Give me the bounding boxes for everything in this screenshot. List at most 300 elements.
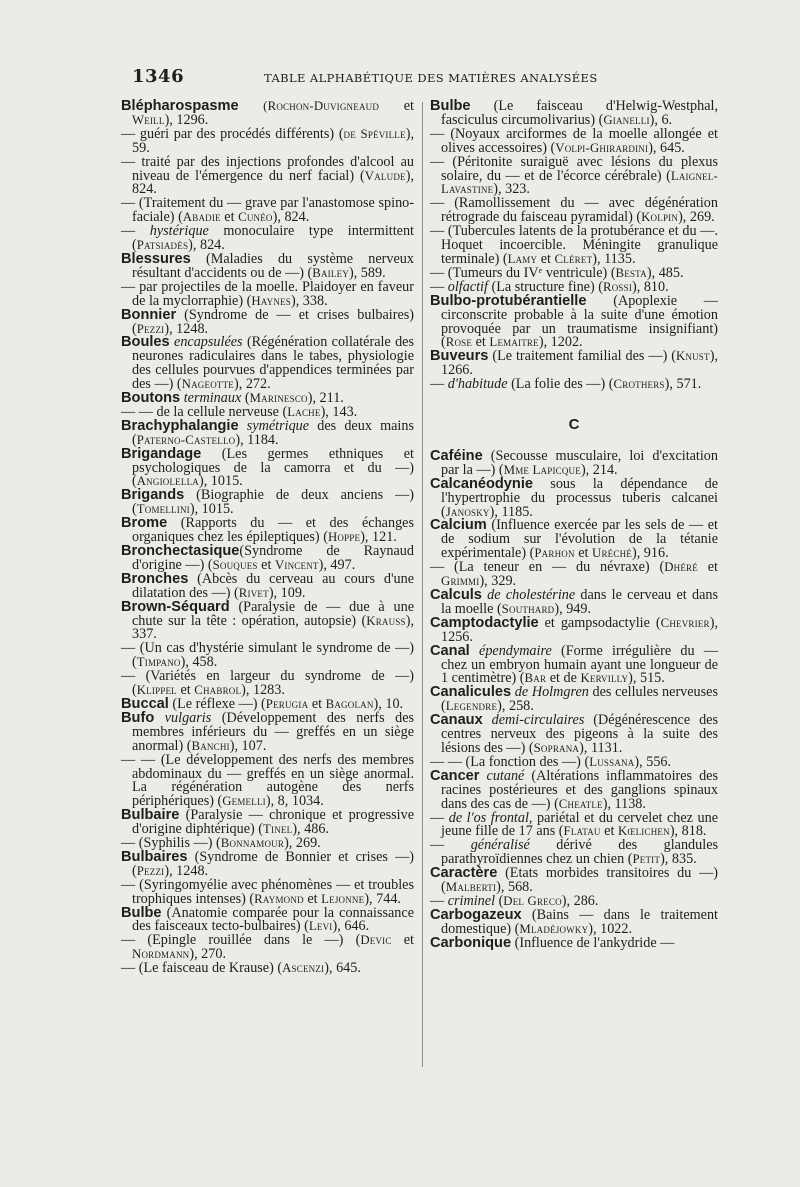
author-name: Gianelli: [603, 112, 650, 127]
index-entry: [430, 125, 718, 156]
entry-headword: Boules: [121, 334, 170, 351]
index-entry: [121, 545, 414, 573]
entry-text: et gampsodactylie (: [538, 614, 661, 631]
author-name: Haynes: [251, 293, 291, 308]
entry-text: ), 6.: [649, 111, 673, 128]
author-name: Lemaitre: [489, 335, 539, 350]
entry-text: ), 270.: [189, 946, 227, 963]
index-entry: [430, 867, 718, 895]
index-entry: [430, 767, 718, 812]
author-name: Perugia: [265, 696, 309, 711]
entry-text: ), 1256.: [441, 614, 718, 645]
author-name: Laignel-Lavastine: [441, 168, 718, 197]
index-entry: [121, 876, 414, 907]
entry-text: ), 323.: [493, 181, 530, 198]
index-entry: [430, 225, 718, 267]
entry-text: et de: [546, 670, 581, 687]
entry-text: et: [176, 682, 195, 699]
right-column-entries-c: [430, 447, 719, 951]
entry-text: (Les germes ethniques et psychologiques de la camorra et du —) (: [132, 445, 414, 490]
index-entry: [121, 751, 414, 810]
entry-text: des deux mains (: [132, 417, 414, 448]
entry-qualifier: de l'os frontal,: [448, 809, 533, 826]
author-name: Cléret: [554, 251, 593, 266]
entry-text: ), 645.: [324, 960, 361, 977]
entry-text: et: [379, 98, 414, 114]
entry-text: ), 556.: [634, 753, 672, 770]
index-entry: [430, 197, 718, 225]
author-name: Tomellini: [136, 502, 190, 517]
index-entry: [430, 153, 718, 198]
entry-headword: Camptodactylie: [430, 614, 539, 631]
index-entry: [121, 570, 414, 601]
entry-text: ), 835.: [660, 851, 697, 868]
entry-text: —: [430, 278, 448, 295]
entry-qualifier: symétrique: [246, 417, 310, 434]
entry-text: ), 1296.: [164, 111, 209, 128]
entry-headword: Bonnier: [121, 306, 177, 323]
index-entry: [121, 962, 414, 976]
entry-text: et: [537, 250, 555, 267]
author-name: Flatau: [563, 824, 601, 839]
author-name: (Rochon-Duvigneaud: [238, 99, 380, 113]
entry-text: (Biographie de deux anciens —) (: [132, 487, 414, 518]
entry-text: ), 1138.: [602, 795, 646, 812]
entry-text: ), 1135.: [592, 250, 636, 267]
entry-text: — (Tubercules latents de la protubérance et du —. Hoquet incoercible. Méningite granulique terminale) (: [430, 223, 718, 267]
author-name: Lejonne: [321, 891, 365, 906]
entry-text: ), 1202.: [538, 334, 583, 351]
page-number: 1346: [132, 66, 185, 87]
index-entry: [430, 100, 718, 128]
entry-text: (Rapports du — et des échanges organiques chez les épileptiques) (: [132, 515, 414, 546]
entry-text: ), 269.: [678, 209, 715, 226]
index-entry: [430, 475, 718, 520]
entry-text: — guéri par des procédés différents) (: [121, 125, 344, 142]
entry-text: ), 143.: [320, 403, 358, 420]
entry-text: (Secousse musculaire, loi d'excitation par la —) (: [441, 447, 718, 478]
author-name: Legendre: [445, 699, 498, 714]
entry-headword: Blessures: [121, 250, 191, 267]
author-name: Pezzi: [136, 863, 165, 878]
entry-text: ), 824.: [132, 167, 414, 198]
entry-text: ), 568.: [496, 879, 533, 896]
author-name: Malberti: [445, 880, 497, 895]
author-name: Raymond: [254, 891, 304, 906]
entry-headword: Buveurs: [430, 348, 489, 365]
index-entry: [430, 642, 719, 687]
author-name: Levi: [308, 919, 333, 934]
entry-text: —: [430, 809, 449, 826]
entry-headword: Bulbaires: [121, 848, 188, 865]
index-entry: [121, 598, 414, 643]
entry-text: — (La teneur en — du névraxe) (: [430, 559, 665, 576]
entry-qualifier: encapsulées: [174, 334, 243, 351]
entry-text: — (Noyaux arciformes de la moelle allongée et olives accessoires) (: [430, 125, 718, 156]
entry-headword: Bulbe: [121, 904, 162, 921]
entry-text: — (Traitement du — grave par l'anastomose spino-faciale) (: [121, 195, 414, 226]
index-entry: [121, 306, 414, 337]
author-name: Dhéré: [664, 560, 698, 575]
author-name: Besta: [615, 265, 647, 280]
entry-text: ), 485.: [646, 264, 684, 281]
entry-headword: Bronches: [121, 570, 189, 587]
entry-text: (Dégénérescence des centres nerveux des pigeons à la suite des lésions des —) (: [441, 712, 718, 756]
running-head: [132, 66, 602, 90]
author-name: de Spéville: [343, 126, 406, 141]
entry-text: (La structure fine) (: [487, 278, 603, 295]
entry-text: ), 269.: [284, 835, 321, 852]
index-entry: [430, 934, 718, 951]
entry-qualifier: terminaux: [183, 390, 242, 407]
entry-text: (Influence exercée par les sels de — et de sodium sur l'évolution de la tétanie expérimentale) (: [441, 517, 718, 562]
author-name: Abadie: [182, 210, 221, 225]
entry-qualifier: de Holmgren: [514, 684, 589, 701]
entry-headword: Calcium: [430, 517, 487, 534]
author-name: Volpi-Ghirardini: [555, 140, 649, 155]
entry-text: — — de la cellule nerveuse (: [121, 403, 288, 420]
entry-text: ), 286.: [561, 892, 599, 909]
running-title: TABLE ALPHABÉTIQUE DES MATIÈRES ANALYSÉES: [264, 71, 598, 85]
entry-text: ), 258.: [497, 698, 534, 715]
author-name: Kœlichen: [617, 824, 670, 839]
author-name: Cheatle: [558, 796, 603, 811]
entry-qualifier: généralisé: [470, 837, 530, 854]
entry-text: — (Variétés en largeur du syndrome de —) (: [121, 668, 414, 699]
author-name: Timpano: [136, 655, 181, 670]
entry-text: ), 109.: [268, 584, 306, 601]
entry-text: — traité par des injections profondes d'alcool au niveau de l'émergence du nerf facial) (: [121, 153, 414, 184]
index-entry: [121, 100, 414, 128]
entry-text: ), 1131.: [579, 739, 623, 756]
entry-text: (Forme irrégulière du — chez un embryon humain ayant une longueur de 1 centimètre) (: [441, 642, 719, 687]
author-name: Bonnamour: [220, 836, 285, 851]
index-entry: [430, 839, 718, 867]
index-entry: [430, 714, 718, 756]
entry-qualifier: demi-circulaires: [491, 712, 585, 729]
left-column: [121, 100, 414, 976]
entry-headword: Buccal: [121, 695, 169, 712]
author-name: Ascenzi: [282, 961, 325, 976]
index-entry: [121, 809, 414, 837]
entry-text: des cellules nerveuses (: [441, 684, 718, 715]
index-entry: [121, 670, 414, 698]
entry-text: ), 1248.: [164, 320, 209, 337]
entry-text: — (Le faisceau de Krause) (: [121, 960, 283, 977]
author-name: Marinesco: [249, 391, 308, 406]
index-entry: [430, 686, 718, 714]
entry-text: (Développement des nerfs des membres inférieurs du — greffés en un siège anormal) (: [132, 709, 415, 754]
index-entry: [430, 378, 718, 392]
entry-text: ), 121.: [360, 529, 397, 546]
entry-text: ), 338.: [290, 292, 328, 309]
entry-text: ), 497.: [318, 556, 356, 573]
author-name: Bagolan: [325, 696, 374, 711]
index-entry: [121, 197, 414, 225]
index-entry: [430, 809, 719, 840]
entry-text: ), 1248.: [164, 862, 209, 879]
entry-text: ), 589.: [348, 264, 386, 281]
section-letter: C: [568, 416, 580, 434]
right-column-entries-b: [430, 100, 718, 392]
entry-text: ), 949.: [554, 600, 592, 617]
author-name: Bailey: [312, 265, 349, 280]
right-column: [430, 100, 718, 951]
entry-text: ), 646.: [332, 918, 370, 935]
entry-text: —: [430, 837, 471, 854]
entry-headword: Brachyphalangie: [121, 417, 239, 434]
author-name: Mme Lapicque: [503, 462, 581, 477]
entry-text: ), 10.: [373, 695, 404, 712]
author-name: Crothers: [613, 377, 665, 392]
author-name: Krauss: [366, 613, 406, 628]
entry-headword: Brome: [121, 515, 168, 532]
entry-text: ), 1184.: [235, 431, 279, 448]
author-name: Bar: [524, 671, 547, 686]
author-name: Pezzi: [136, 321, 165, 336]
entry-headword: Canaux: [430, 712, 483, 729]
author-name: Kervilly: [580, 671, 629, 686]
author-name: Rossi: [602, 279, 633, 294]
index-entry: [121, 848, 414, 879]
entry-text: ), 337.: [132, 612, 414, 643]
entry-text: (Le faisceau d'Helwig-Westphal, fasciculus circumolivarius) (: [441, 98, 718, 128]
entry-text: ), 1185.: [489, 503, 533, 520]
entry-text: (La folie des —) (: [507, 376, 614, 393]
entry-text: (Apoplexie — circonscrite probable à la suite d'une émotion provoquée par un traumatisme insignifiant) (: [441, 292, 718, 351]
entry-text: ), 59.: [132, 125, 414, 156]
author-name: Paterno-Castello: [136, 432, 236, 447]
author-name: Devic: [360, 933, 392, 948]
entry-text: (Le traitement familial des —) (: [488, 348, 676, 365]
entry-text: (Syndrome de — et crises bulbaires) (: [132, 306, 414, 337]
author-name: Parhon: [534, 546, 575, 561]
entry-text: ), 645.: [648, 139, 685, 156]
entry-text: ), 458.: [180, 654, 218, 671]
author-name: Nageotte: [181, 377, 234, 392]
entry-headword: Carbogazeux: [430, 906, 522, 923]
entry-headword: Caféine: [430, 447, 483, 464]
entry-headword: Boutons: [121, 390, 181, 407]
entry-text: (Etats morbides transitoires du —) (: [441, 865, 718, 896]
author-name: Chabrol: [194, 683, 242, 698]
entry-text: dans le cerveau et dans la moelle (: [441, 587, 718, 617]
entry-text: ), 515.: [628, 670, 665, 687]
author-name: Southard: [501, 601, 555, 616]
author-name: Gemelli: [222, 794, 266, 809]
index-entry: [430, 350, 718, 378]
index-entry: [121, 278, 414, 309]
entry-text: ), 1283.: [241, 682, 285, 699]
entry-text: monoculaire type intermittent (: [132, 223, 415, 254]
entry-text: ), 824.: [188, 237, 225, 254]
entry-headword: Bufo: [121, 709, 155, 726]
entry-headword: Brigands: [121, 487, 185, 504]
entry-text: ), 1022.: [588, 920, 633, 937]
entry-text: ), 1015.: [189, 501, 234, 518]
index-entry: [430, 447, 718, 478]
entry-text: — (Ramollissement du — avec dégénération rétrograde du faisceau pyramidal) (: [430, 195, 718, 226]
entry-text: (Abcès du cerveau au cours d'une dilatation des —) (: [132, 570, 414, 601]
entry-text: ), 824.: [272, 209, 310, 226]
entry-qualifier: cutané: [486, 767, 525, 784]
index-entry: [121, 934, 414, 962]
entry-text: et: [600, 823, 618, 840]
entry-text: ), 107.: [229, 737, 267, 754]
index-entry: [121, 904, 414, 935]
entry-text: — (Un cas d'hystérie simulant le syndrome de —) (: [121, 640, 414, 671]
index-entry: [121, 489, 414, 517]
entry-text: et: [697, 559, 718, 576]
entry-text: (Maladies du système nerveux résultant d'accidents ou de —) (: [132, 250, 414, 281]
entry-text: (Altérations inflammatoires des racines postérieures et des ganglions spinaux dans des cas de —) (: [441, 767, 718, 812]
index-entry: [121, 417, 414, 448]
entry-text: —: [430, 892, 448, 909]
entry-text: — (Syphilis —) (: [121, 835, 221, 852]
entry-text: sous la dépendance de l'hypertrophie du processus tuberis calcanei (: [441, 475, 718, 520]
index-entry: [121, 225, 414, 253]
index-entry: [121, 125, 414, 156]
index-entry: [430, 292, 718, 351]
author-name: Del Greco: [503, 893, 562, 908]
entry-headword: Cancer: [430, 767, 480, 784]
author-name: Chevrier: [660, 615, 710, 630]
index-entry: [121, 709, 415, 754]
author-name: Mladéjowky: [519, 921, 589, 936]
author-name: Klippel: [136, 683, 177, 698]
entry-qualifier: olfactif: [447, 278, 488, 295]
entry-qualifier: d'habitude: [447, 376, 508, 393]
author-name: Kolpin: [641, 210, 679, 225]
entry-text: — (Syringomyélie avec phénomènes — et troubles trophiques intenses) (: [121, 876, 414, 907]
author-name: Petit: [632, 852, 661, 867]
index-entry: [121, 445, 414, 490]
author-name: Rose: [445, 335, 473, 350]
entry-text: —: [430, 376, 448, 393]
entry-headword: Brigandage: [121, 445, 202, 462]
author-name: Lache: [287, 404, 321, 419]
index-entry: [430, 906, 718, 937]
index-entry: [430, 589, 718, 617]
entry-text: — — (La fonction des —) (: [430, 753, 590, 770]
entry-text: (: [495, 892, 504, 909]
entry-qualifier: épendymaire: [479, 642, 552, 659]
entry-headword: Canal: [430, 642, 470, 659]
entry-text: ), 8, 1034.: [265, 793, 324, 810]
entry-text: — (Péritonite suraiguë avec lésions du plexus solaire, du — et de l'écorce cérébrale) (: [430, 153, 718, 184]
entry-text: (Le réflexe —) (: [168, 695, 266, 712]
entry-text: ), 272.: [234, 376, 271, 393]
entry-headword: Bulbo-protubérantielle: [430, 292, 587, 309]
index-entry: [121, 336, 414, 392]
index-entry: [121, 517, 414, 545]
author-name: Rivet: [238, 585, 269, 600]
entry-text: et: [391, 932, 414, 949]
entry-text: (Bains — dans le traitement domestique) (: [441, 906, 718, 937]
entry-headword: Caractère: [430, 865, 498, 882]
author-name: Weill: [132, 112, 165, 127]
entry-text: (: [241, 390, 250, 407]
entry-text: et: [574, 545, 593, 562]
entry-text: et: [308, 695, 326, 712]
entry-qualifier: criminel: [447, 892, 496, 909]
entry-text: ), 211.: [307, 390, 344, 407]
index-entry: [121, 642, 414, 670]
entry-text: (Paralysie de — due à une chute sur la tête : opération, autopsie) (: [132, 598, 414, 629]
author-name: Janosky: [445, 504, 490, 519]
entry-headword: Canalicules: [430, 684, 512, 701]
entry-qualifier: de cholestérine: [487, 587, 576, 603]
index-entry: [430, 614, 718, 645]
entry-headword: Bulbaire: [121, 807, 180, 824]
entry-headword: Bronchectasique: [121, 543, 240, 559]
entry-text: ), 571.: [664, 376, 702, 393]
entry-text: (Syndrome de Bonnier et crises —) (: [132, 848, 414, 879]
entry-text: — — (Le développement des nerfs des membres abdominaux du — greffés en un siège anormal. La régénération autogène des nerfs périphériques) (: [121, 751, 414, 810]
author-name: Hoppe: [327, 530, 361, 545]
entry-text: —: [121, 223, 150, 240]
entry-text: ), 744.: [364, 890, 401, 907]
entry-text: et: [257, 556, 275, 573]
entry-text: — (Tumeurs du IVᵉ ventricule) (: [430, 264, 616, 281]
entry-text: ), 916.: [631, 545, 669, 562]
entry-text: et: [220, 209, 239, 226]
entry-text: ), 810.: [632, 278, 669, 295]
entry-qualifier: vulgaris: [164, 709, 212, 726]
author-name: Lamy: [507, 251, 538, 266]
index-entry: [121, 250, 414, 281]
author-name: Nordmann: [132, 947, 190, 962]
entry-headword: Brown-Séquard: [121, 598, 230, 615]
entry-headword: Bulbe: [430, 98, 471, 114]
author-name: Grimmi: [441, 574, 480, 589]
author-name: Patsiadès: [136, 238, 189, 253]
entry-text: — (Epingle rouillée dans le —) (: [121, 932, 361, 949]
entry-text: ), 1266.: [441, 348, 718, 379]
entry-text: ), 1015.: [198, 473, 243, 490]
author-name: Tinel: [263, 822, 293, 837]
column-divider: [422, 102, 423, 1067]
entry-headword: Carbonique: [430, 934, 512, 951]
entry-text: (Régénération collatérale des neurones radiculaires dans le tabes, physiologie des cellules pourvues d'appendices terminées par des —) (: [132, 334, 414, 393]
entry-text: (Anatomie comparée pour la connaissance des faisceaux tecto-bulbaires) (: [132, 904, 414, 935]
entry-qualifier: hystérique: [149, 223, 209, 240]
entry-text: — par projectiles de la moelle. Plaidoyer en faveur de la myclorraphie) (: [121, 278, 414, 309]
entry-text: ), 214.: [580, 461, 618, 478]
entry-text: pariétal et du cervelet chez une jeune fille de 17 ans (: [441, 809, 719, 840]
author-name: Soprana: [533, 740, 580, 755]
author-name: Lussana: [589, 754, 635, 769]
index-entry: [121, 153, 414, 198]
author-name: Angiolella: [136, 474, 199, 489]
entry-text: dérivé des glandules parathyroïdiennes chez un chien (: [441, 837, 719, 868]
index-entry: [430, 519, 718, 561]
entry-text: ), 818.: [669, 823, 707, 840]
entry-text: et: [303, 890, 322, 907]
entry-headword: Calculs: [430, 587, 482, 603]
index-entry: [430, 561, 718, 589]
entry-text: et: [472, 334, 490, 351]
entry-text: ), 329.: [479, 573, 517, 590]
author-name: Souques: [212, 557, 258, 572]
entry-headword: Calcanéodynie: [430, 475, 534, 492]
author-name: Uréché: [592, 546, 632, 561]
entry-text: (Paralysie — chronique et progressive d'origine diphtérique) (: [132, 807, 414, 838]
entry-text: (Influence de l'ankydride —: [511, 934, 675, 951]
entry-headword: Blépharospasme: [121, 98, 239, 114]
author-name: Cunéo: [238, 210, 273, 225]
author-name: Banchi: [191, 738, 230, 753]
